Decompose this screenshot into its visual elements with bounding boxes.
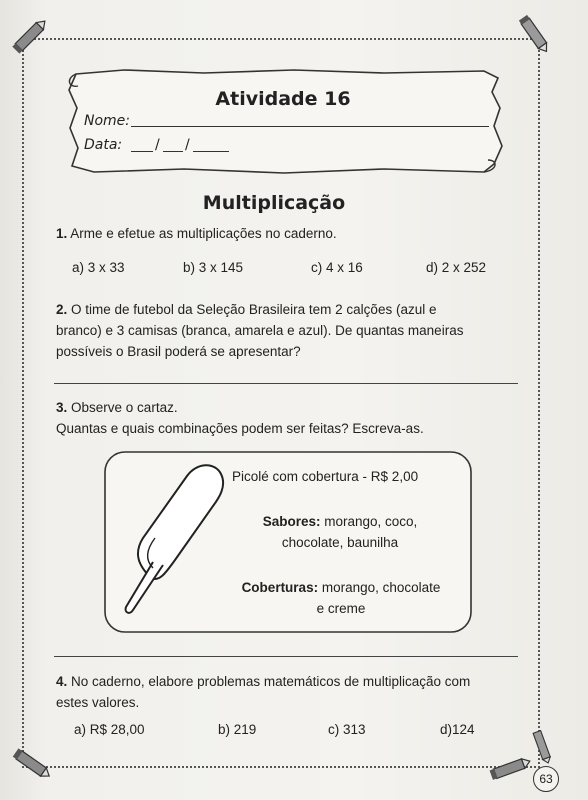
question-text-line: branco) e 3 camisas (branca, amarela e azul). De quantas maneiras	[56, 323, 464, 338]
question-text: Observe o cartaz.	[71, 400, 178, 415]
data-year-line	[193, 151, 229, 152]
question-1	[56, 223, 524, 244]
data-day-line	[131, 151, 153, 152]
question-number: 4.	[56, 674, 68, 689]
sabores-line1: morango, coco,	[324, 514, 418, 529]
question-text: Arme e efetue as multiplicações no caderno.	[70, 226, 337, 241]
question-2	[56, 299, 524, 362]
page-number: 63	[533, 766, 559, 792]
q4-option-c: c) 313	[328, 722, 366, 737]
question-number: 1.	[56, 226, 68, 241]
q1-option-d: d) 2 x 252	[426, 260, 487, 275]
data-month-line	[163, 151, 183, 152]
question-text-line: possíveis o Brasil poderá se apresentar?	[56, 344, 301, 359]
q4-option-d: d)124	[440, 722, 475, 737]
poster-sabores	[245, 511, 435, 553]
q4-option-a: a) R$ 28,00	[74, 722, 145, 737]
nome-line	[131, 126, 489, 127]
coberturas-line2: e creme	[316, 601, 366, 616]
question-4	[56, 671, 524, 713]
section-title: Multiplicação	[202, 192, 346, 214]
activity-title: Atividade 16	[215, 88, 351, 110]
q1-option-a: a) 3 x 33	[72, 260, 125, 275]
poster-price-line: Picolé com cobertura - R$ 2,00	[232, 469, 419, 484]
q4-option-b: b) 219	[218, 722, 257, 737]
q1-option-b: b) 3 x 145	[183, 260, 244, 275]
pencil-icon	[512, 12, 558, 58]
poster-coberturas	[232, 577, 450, 619]
pencil-icon	[8, 14, 52, 58]
date-slash: /	[185, 137, 190, 153]
q1-option-c: c) 4 x 16	[311, 260, 363, 275]
question-subtext: Quantas e quais combinações podem ser feitas? Escreva-as.	[56, 421, 424, 436]
coberturas-label: Coberturas:	[241, 580, 319, 595]
question-number: 3.	[56, 400, 68, 415]
question-text-line: No caderno, elabore problemas matemáticos de multiplicação com	[71, 674, 471, 689]
answer-line	[54, 656, 518, 657]
question-text-line: O time de futebol da Seleção Brasileira tem 2 calções (azul e	[71, 302, 437, 317]
question-number: 2.	[56, 302, 68, 317]
nome-label: Nome:	[84, 113, 131, 129]
data-label: Data:	[84, 137, 123, 153]
pencil-icon	[10, 742, 54, 786]
question-text-line: estes valores.	[56, 695, 140, 710]
sabores-label: Sabores:	[262, 514, 321, 529]
date-slash: /	[155, 137, 160, 153]
sabores-line2: chocolate, baunilha	[281, 535, 399, 550]
coberturas-line1: morango, chocolate	[321, 580, 441, 595]
pencil-icon	[524, 724, 560, 768]
answer-line	[54, 383, 518, 384]
question-3	[56, 397, 524, 439]
